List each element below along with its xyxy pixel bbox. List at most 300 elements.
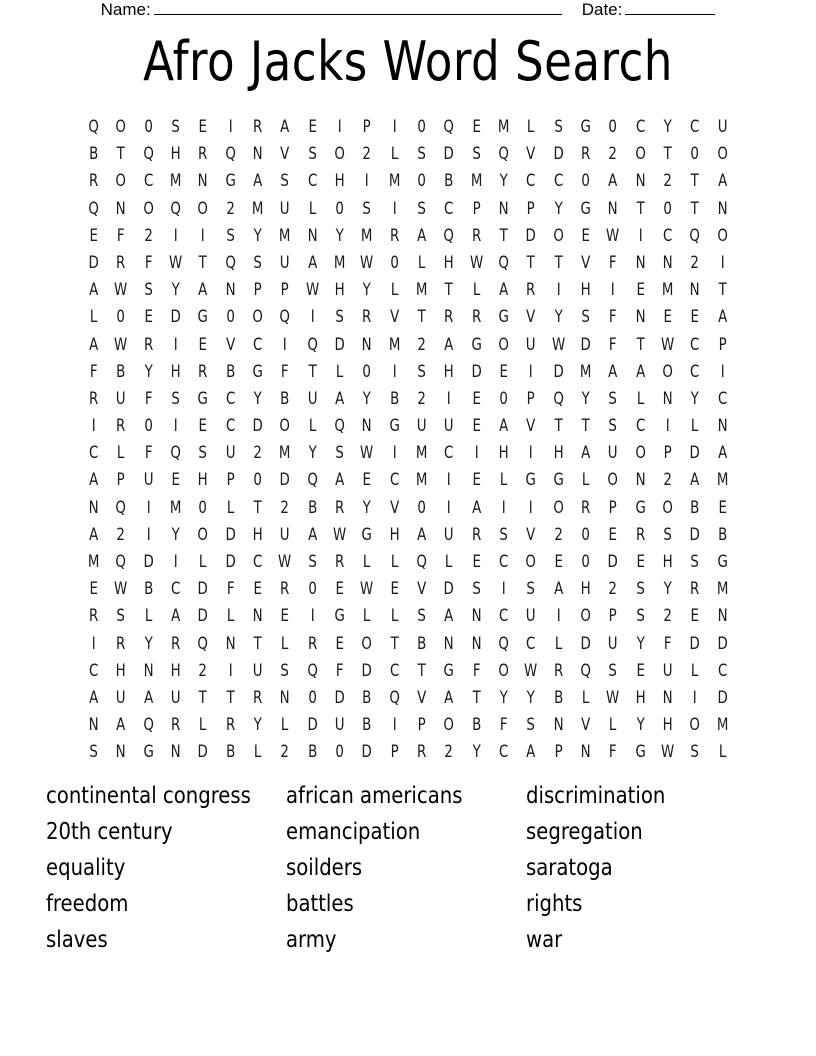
grid-cell[interactable]: G [525, 470, 537, 490]
grid-cell[interactable]: 0 [581, 552, 590, 571]
grid-cell[interactable]: G [580, 198, 591, 218]
grid-cell[interactable]: I [692, 687, 697, 707]
grid-cell[interactable]: Y [171, 524, 180, 544]
grid-cell[interactable]: F [663, 633, 672, 653]
grid-cell[interactable]: Y [554, 198, 563, 218]
grid-cell[interactable]: Y [636, 715, 645, 735]
grid-cell[interactable]: S [417, 144, 426, 164]
grid-cell[interactable]: A [171, 606, 181, 626]
grid-cell[interactable]: N [607, 198, 618, 218]
grid-cell[interactable]: A [444, 334, 454, 354]
grid-cell[interactable]: R [225, 715, 235, 735]
grid-cell[interactable]: D [279, 470, 291, 490]
grid-cell[interactable]: U [280, 524, 290, 544]
grid-cell[interactable]: G [361, 524, 373, 544]
grid-cell[interactable]: B [362, 687, 372, 707]
grid-cell[interactable]: S [226, 225, 235, 245]
grid-cell[interactable]: L [253, 742, 262, 762]
grid-cell[interactable]: H [553, 443, 564, 463]
word-list-item[interactable]: equality [46, 855, 126, 881]
word-list-item[interactable]: discrimination [526, 783, 666, 809]
grid-cell[interactable]: I [501, 579, 506, 599]
grid-cell[interactable]: O [662, 361, 673, 381]
grid-cell[interactable]: 0 [417, 117, 426, 136]
grid-cell[interactable]: Y [253, 715, 262, 735]
grid-cell[interactable]: T [636, 198, 645, 218]
grid-cell[interactable]: Y [362, 497, 372, 517]
grid-cell[interactable]: E [636, 280, 645, 300]
grid-cell[interactable]: C [635, 416, 645, 436]
word-list-item[interactable]: rights [526, 891, 583, 917]
grid-cell[interactable]: C [389, 470, 399, 490]
grid-cell[interactable]: Y [253, 225, 262, 245]
grid-cell[interactable]: A [116, 715, 126, 735]
grid-cell[interactable]: H [662, 552, 673, 571]
word-search-grid[interactable] [80, 113, 736, 766]
grid-cell[interactable]: R [171, 633, 181, 653]
grid-cell[interactable]: G [225, 171, 236, 191]
grid-cell[interactable]: E [198, 117, 208, 136]
grid-cell[interactable]: R [471, 225, 481, 245]
grid-cell[interactable]: W [360, 579, 374, 599]
grid-cell[interactable]: D [689, 524, 701, 544]
grid-cell[interactable]: I [610, 280, 615, 300]
grid-cell[interactable]: A [608, 171, 618, 191]
grid-cell[interactable]: I [665, 416, 670, 436]
grid-cell[interactable]: 2 [690, 252, 700, 272]
grid-cell[interactable]: I [528, 361, 533, 381]
word-list-item[interactable]: slaves [46, 927, 108, 953]
grid-cell[interactable]: L [144, 606, 153, 626]
grid-cell[interactable]: Q [143, 144, 154, 164]
grid-cell[interactable]: S [417, 361, 426, 381]
grid-cell[interactable]: Y [554, 307, 563, 327]
grid-cell[interactable]: E [280, 606, 290, 626]
grid-cell[interactable]: T [226, 687, 235, 707]
grid-cell[interactable]: T [253, 497, 262, 517]
grid-cell[interactable]: L [281, 633, 289, 653]
grid-cell[interactable]: S [280, 660, 290, 680]
grid-cell[interactable]: T [636, 334, 645, 354]
grid-cell[interactable]: P [362, 117, 371, 136]
grid-cell[interactable]: C [662, 225, 673, 245]
grid-cell[interactable]: T [554, 252, 563, 272]
grid-cell[interactable]: 0 [499, 388, 508, 408]
grid-cell[interactable]: C [389, 660, 399, 680]
grid-cell[interactable]: Q [498, 252, 509, 272]
grid-cell[interactable]: E [663, 307, 672, 327]
grid-cell[interactable]: R [444, 307, 454, 327]
grid-cell[interactable]: E [362, 470, 372, 490]
grid-cell[interactable]: S [690, 742, 700, 762]
word-list-item[interactable]: battles [286, 891, 354, 917]
grid-cell[interactable]: P [417, 715, 426, 735]
grid-cell[interactable]: F [499, 715, 508, 735]
grid-cell[interactable]: Y [472, 742, 481, 762]
grid-cell[interactable]: H [170, 660, 181, 680]
grid-cell[interactable]: I [282, 334, 287, 354]
grid-cell[interactable]: M [470, 171, 483, 191]
grid-cell[interactable]: D [334, 334, 345, 354]
grid-cell[interactable]: C [170, 579, 181, 599]
grid-cell[interactable]: Q [389, 687, 400, 707]
grid-cell[interactable]: W [114, 579, 128, 599]
grid-cell[interactable]: B [225, 742, 235, 762]
grid-cell[interactable]: L [499, 470, 508, 490]
grid-cell[interactable]: L [581, 687, 590, 707]
grid-cell[interactable]: L [226, 606, 235, 626]
grid-cell[interactable]: H [580, 280, 591, 300]
grid-cell[interactable]: U [662, 660, 673, 680]
grid-cell[interactable]: C [717, 388, 727, 408]
grid-cell[interactable]: R [143, 334, 153, 354]
grid-cell[interactable]: B [307, 742, 317, 762]
grid-cell[interactable]: H [498, 443, 509, 463]
grid-cell[interactable]: M [716, 579, 728, 599]
grid-cell[interactable]: U [607, 633, 618, 653]
grid-cell[interactable]: B [89, 144, 99, 164]
grid-cell[interactable]: S [362, 198, 372, 218]
grid-cell[interactable]: Y [362, 388, 372, 408]
grid-cell[interactable]: L [226, 497, 235, 517]
grid-cell[interactable]: W [551, 334, 565, 354]
grid-cell[interactable]: F [609, 307, 617, 327]
grid-cell[interactable]: L [472, 280, 480, 300]
grid-cell[interactable]: C [717, 660, 727, 680]
grid-cell[interactable]: O [334, 144, 345, 164]
grid-cell[interactable]: N [115, 742, 126, 762]
grid-cell[interactable]: L [390, 280, 398, 300]
grid-cell[interactable]: S [553, 117, 563, 136]
grid-cell[interactable]: 2 [663, 606, 672, 626]
grid-cell[interactable]: A [717, 171, 727, 191]
grid-cell[interactable]: I [146, 524, 151, 544]
grid-cell[interactable]: I [392, 198, 397, 218]
grid-cell[interactable]: O [279, 416, 291, 436]
grid-cell[interactable]: O [607, 470, 619, 490]
grid-cell[interactable]: I [173, 334, 178, 354]
grid-cell[interactable]: D [580, 334, 591, 354]
grid-cell[interactable]: Q [416, 552, 427, 571]
grid-cell[interactable]: L [117, 443, 125, 463]
grid-cell[interactable]: T [472, 687, 481, 707]
grid-cell[interactable]: H [635, 687, 646, 707]
grid-cell[interactable]: R [252, 687, 263, 707]
grid-cell[interactable]: 0 [253, 470, 262, 490]
grid-cell[interactable]: U [116, 388, 126, 408]
grid-cell[interactable]: 0 [308, 687, 317, 707]
grid-cell[interactable]: F [609, 742, 617, 762]
grid-cell[interactable]: N [471, 606, 482, 626]
grid-cell[interactable]: O [580, 606, 591, 626]
grid-cell[interactable]: O [498, 660, 509, 680]
grid-cell[interactable]: H [334, 280, 345, 300]
grid-cell[interactable]: I [556, 606, 561, 626]
grid-cell[interactable]: S [308, 552, 317, 571]
grid-cell[interactable]: H [334, 171, 345, 191]
grid-cell[interactable]: H [115, 660, 127, 680]
grid-cell[interactable]: Y [499, 687, 508, 707]
grid-cell[interactable]: W [524, 660, 538, 680]
grid-cell[interactable]: Q [88, 117, 99, 136]
grid-cell[interactable]: N [717, 198, 728, 218]
grid-cell[interactable]: L [691, 416, 699, 436]
grid-cell[interactable]: 0 [144, 117, 153, 136]
grid-cell[interactable]: Y [144, 361, 153, 381]
grid-cell[interactable]: T [581, 416, 590, 436]
grid-cell[interactable]: L [363, 552, 371, 571]
grid-cell[interactable]: R [334, 552, 345, 571]
grid-cell[interactable]: L [390, 144, 398, 164]
grid-cell[interactable]: F [144, 443, 153, 463]
grid-cell[interactable]: E [472, 552, 481, 571]
grid-cell[interactable]: P [472, 198, 481, 218]
grid-cell[interactable]: R [89, 388, 99, 408]
grid-cell[interactable]: L [390, 606, 398, 626]
grid-cell[interactable]: D [143, 552, 154, 571]
grid-cell[interactable]: S [280, 171, 290, 191]
grid-cell[interactable]: T [417, 307, 426, 327]
grid-cell[interactable]: I [310, 606, 315, 626]
grid-cell[interactable]: M [388, 334, 401, 354]
grid-cell[interactable]: E [690, 606, 700, 626]
grid-cell[interactable]: H [197, 470, 209, 490]
grid-cell[interactable]: I [91, 416, 96, 436]
grid-cell[interactable]: L [308, 416, 317, 436]
grid-cell[interactable]: S [608, 660, 618, 680]
grid-cell[interactable]: Q [552, 388, 564, 408]
grid-cell[interactable]: B [690, 497, 700, 517]
grid-cell[interactable]: N [307, 225, 318, 245]
grid-cell[interactable]: V [389, 307, 399, 327]
grid-cell[interactable]: Q [225, 252, 236, 272]
grid-cell[interactable]: Q [170, 198, 181, 218]
grid-cell[interactable]: D [580, 633, 591, 653]
grid-cell[interactable]: I [392, 361, 397, 381]
grid-cell[interactable]: L [527, 117, 535, 136]
grid-cell[interactable]: D [334, 687, 345, 707]
grid-cell[interactable]: W [114, 280, 128, 300]
grid-cell[interactable]: I [228, 117, 233, 136]
grid-cell[interactable]: E [499, 361, 508, 381]
grid-cell[interactable]: A [717, 307, 727, 327]
grid-cell[interactable]: I [474, 443, 479, 463]
grid-cell[interactable]: E [581, 225, 590, 245]
grid-cell[interactable]: Y [663, 117, 672, 136]
grid-cell[interactable]: M [415, 280, 428, 300]
grid-cell[interactable]: O [252, 307, 263, 327]
grid-cell[interactable]: 0 [690, 144, 700, 164]
grid-cell[interactable]: A [89, 470, 99, 490]
grid-cell[interactable]: F [144, 252, 153, 272]
grid-cell[interactable]: S [526, 579, 536, 599]
grid-cell[interactable]: O [525, 552, 537, 571]
grid-cell[interactable]: U [307, 388, 318, 408]
grid-cell[interactable]: W [305, 280, 319, 300]
grid-cell[interactable]: 0 [226, 307, 235, 327]
grid-cell[interactable]: 0 [608, 117, 618, 136]
grid-cell[interactable]: S [608, 388, 618, 408]
grid-cell[interactable]: 2 [280, 497, 290, 517]
grid-cell[interactable]: W [278, 552, 292, 571]
grid-cell[interactable]: N [361, 416, 372, 436]
grid-cell[interactable]: N [662, 388, 673, 408]
grid-cell[interactable]: G [635, 742, 646, 762]
grid-cell[interactable]: N [471, 633, 482, 653]
grid-cell[interactable]: A [198, 280, 208, 300]
grid-cell[interactable]: Q [689, 225, 701, 245]
grid-cell[interactable]: B [307, 497, 317, 517]
grid-cell[interactable]: Y [663, 579, 672, 599]
grid-cell[interactable]: R [116, 252, 126, 272]
grid-cell[interactable]: 2 [116, 524, 126, 544]
grid-cell[interactable]: G [471, 334, 482, 354]
grid-cell[interactable]: A [526, 742, 536, 762]
grid-cell[interactable]: D [225, 524, 236, 544]
grid-cell[interactable]: S [335, 443, 344, 463]
grid-cell[interactable]: A [89, 687, 99, 707]
grid-cell[interactable]: I [556, 280, 561, 300]
grid-cell[interactable]: P [116, 470, 126, 490]
grid-cell[interactable]: H [662, 715, 673, 735]
grid-cell[interactable]: C [252, 334, 263, 354]
grid-cell[interactable]: B [553, 687, 563, 707]
grid-cell[interactable]: C [526, 171, 536, 191]
grid-cell[interactable]: F [89, 361, 98, 381]
grid-cell[interactable]: C [690, 334, 700, 354]
grid-cell[interactable]: U [143, 470, 154, 490]
grid-cell[interactable]: Q [443, 225, 455, 245]
grid-cell[interactable]: Q [307, 470, 318, 490]
grid-cell[interactable]: H [443, 252, 454, 272]
grid-cell[interactable]: E [89, 579, 98, 599]
grid-cell[interactable]: T [554, 416, 563, 436]
grid-cell[interactable]: O [361, 633, 373, 653]
grid-cell[interactable]: N [580, 742, 591, 762]
grid-cell[interactable]: 2 [144, 225, 153, 245]
grid-cell[interactable]: N [252, 144, 263, 164]
grid-cell[interactable]: C [553, 171, 563, 191]
grid-cell[interactable]: S [198, 443, 208, 463]
grid-cell[interactable]: R [307, 633, 317, 653]
grid-cell[interactable]: H [170, 361, 181, 381]
grid-cell[interactable]: P [663, 443, 672, 463]
grid-cell[interactable]: D [307, 715, 318, 735]
grid-cell[interactable]: 0 [417, 497, 426, 517]
grid-cell[interactable]: A [335, 470, 345, 490]
grid-cell[interactable]: 2 [417, 388, 426, 408]
grid-cell[interactable]: Q [197, 633, 209, 653]
grid-cell[interactable]: Y [362, 280, 372, 300]
grid-cell[interactable]: F [226, 579, 235, 599]
grid-cell[interactable]: 0 [417, 171, 426, 191]
grid-cell[interactable]: Y [144, 633, 153, 653]
grid-cell[interactable]: F [144, 388, 153, 408]
grid-cell[interactable]: W [660, 742, 675, 762]
grid-cell[interactable]: S [663, 524, 672, 544]
grid-cell[interactable]: C [498, 552, 509, 571]
grid-cell[interactable]: 2 [663, 171, 672, 191]
grid-cell[interactable]: F [472, 660, 481, 680]
grid-cell[interactable]: S [472, 144, 481, 164]
grid-cell[interactable]: N [689, 280, 700, 300]
grid-cell[interactable]: S [472, 579, 481, 599]
grid-cell[interactable]: M [87, 552, 100, 571]
grid-cell[interactable]: M [497, 117, 510, 136]
grid-cell[interactable]: R [198, 144, 208, 164]
grid-cell[interactable]: R [252, 117, 263, 136]
grid-cell[interactable]: U [280, 198, 290, 218]
grid-cell[interactable]: I [501, 497, 506, 517]
word-list-item[interactable]: 20th century [46, 819, 173, 845]
grid-cell[interactable]: Y [253, 388, 262, 408]
grid-cell[interactable]: P [526, 198, 535, 218]
grid-cell[interactable]: N [197, 171, 208, 191]
grid-cell[interactable]: N [252, 606, 263, 626]
grid-cell[interactable]: Q [88, 198, 99, 218]
grid-cell[interactable]: T [253, 633, 262, 653]
grid-cell[interactable]: I [91, 633, 96, 653]
grid-cell[interactable]: B [143, 579, 153, 599]
grid-cell[interactable]: I [173, 225, 178, 245]
grid-cell[interactable]: N [143, 660, 154, 680]
grid-cell[interactable]: 0 [335, 198, 344, 218]
grid-cell[interactable]: D [717, 687, 728, 707]
grid-cell[interactable]: T [390, 633, 399, 653]
grid-cell[interactable]: P [390, 742, 399, 762]
grid-cell[interactable]: Q [115, 497, 127, 517]
grid-cell[interactable]: R [471, 307, 481, 327]
grid-cell[interactable]: Q [225, 144, 236, 164]
grid-cell[interactable]: T [499, 225, 508, 245]
grid-cell[interactable]: Y [499, 171, 508, 191]
grid-cell[interactable]: T [198, 687, 208, 707]
grid-cell[interactable]: B [717, 524, 727, 544]
date-write-line[interactable] [625, 0, 715, 15]
grid-cell[interactable]: N [662, 687, 673, 707]
grid-cell[interactable]: G [498, 307, 509, 327]
grid-cell[interactable]: L [281, 715, 289, 735]
grid-cell[interactable]: S [581, 307, 590, 327]
grid-cell[interactable]: L [417, 252, 426, 272]
grid-cell[interactable]: Y [636, 633, 645, 653]
grid-cell[interactable]: 0 [663, 198, 672, 218]
grid-cell[interactable]: 2 [608, 579, 618, 599]
grid-cell[interactable]: Q [580, 660, 591, 680]
grid-cell[interactable]: R [389, 225, 399, 245]
word-list-item[interactable]: war [526, 927, 563, 953]
grid-cell[interactable]: D [525, 225, 537, 245]
grid-cell[interactable]: V [526, 307, 536, 327]
grid-cell[interactable]: V [526, 524, 536, 544]
grid-cell[interactable]: A [280, 117, 290, 136]
grid-cell[interactable]: N [279, 687, 290, 707]
grid-cell[interactable]: B [471, 715, 481, 735]
grid-cell[interactable]: Y [690, 388, 699, 408]
grid-cell[interactable]: I [310, 307, 315, 327]
grid-cell[interactable]: H [170, 144, 181, 164]
grid-cell[interactable]: S [171, 117, 180, 136]
grid-cell[interactable]: T [526, 252, 535, 272]
grid-cell[interactable]: A [89, 280, 99, 300]
grid-cell[interactable]: S [144, 280, 153, 300]
grid-cell[interactable]: F [281, 361, 289, 381]
grid-cell[interactable]: B [389, 388, 399, 408]
grid-cell[interactable]: I [228, 660, 233, 680]
grid-cell[interactable]: M [661, 280, 674, 300]
grid-cell[interactable]: L [691, 660, 699, 680]
grid-cell[interactable]: D [443, 144, 455, 164]
